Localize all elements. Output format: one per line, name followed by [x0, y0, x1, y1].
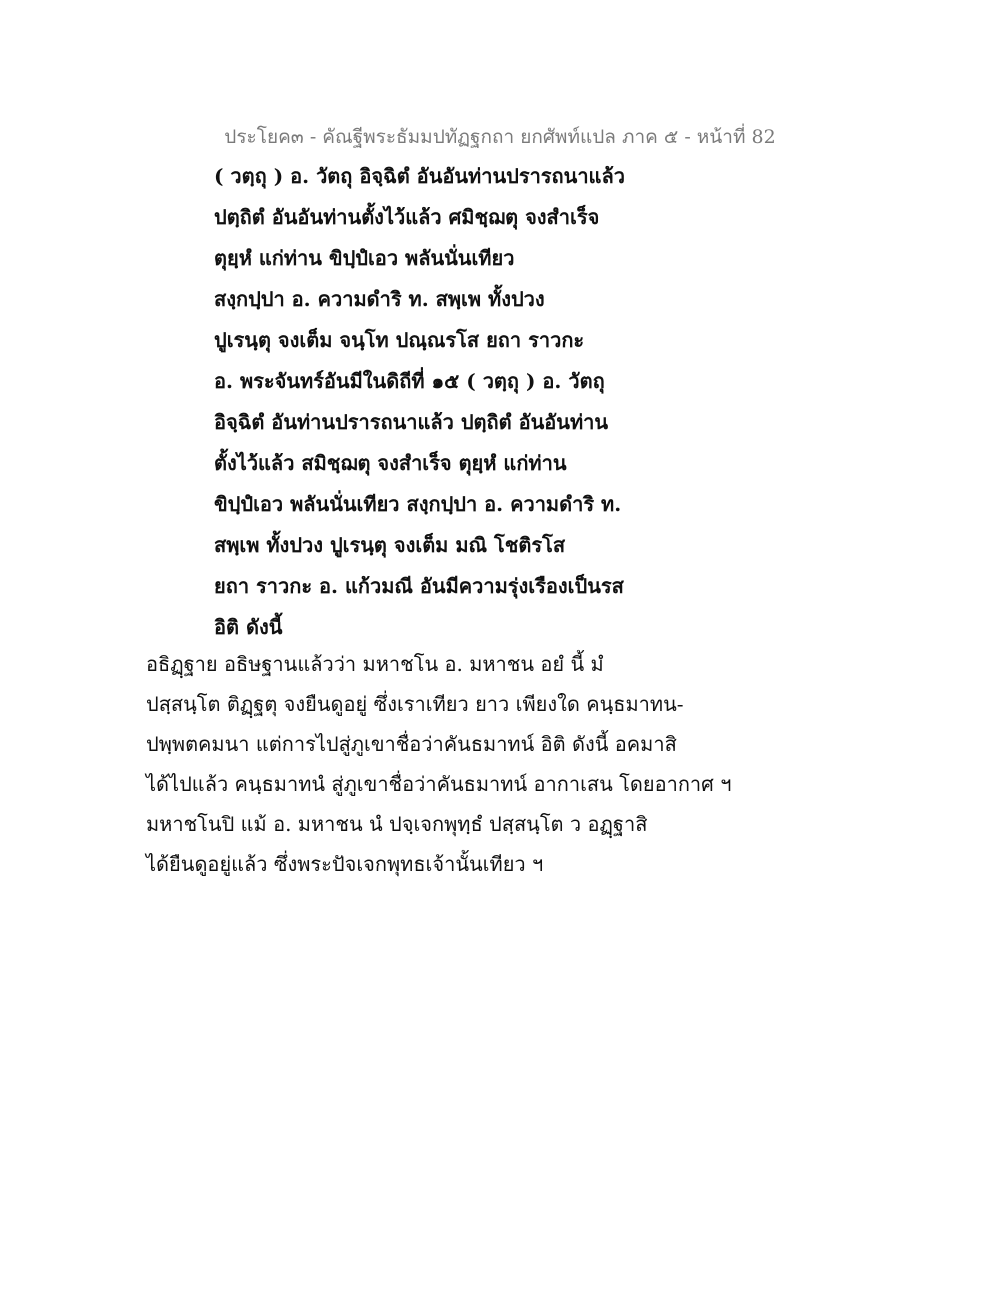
text-line: ปูเรนฺตุ จงเต็ม จนฺโท ปณฺณรโส ยถา ราวกะ	[214, 328, 585, 352]
text-line: อิจฺฉิตํ อันท่านปรารถนาแล้ว ปตฺถิตํ อันอันท่าน	[214, 410, 609, 434]
text-line: อ. พระจันทร์อันมีในดิถีที่ ๑๕ ( วตฺถุ ) อ. วัตถุ	[214, 369, 605, 393]
text-line: ปตฺถิตํ อันอันท่านตั้งไว้แล้ว ศมิชฺฌตุ จงสำเร็จ	[214, 205, 600, 229]
text-line: ได้ไปแล้ว คนฺธมาทนํ สู่ภูเขาชื่อว่าคันธมาทน์ อากาเสน โดยอากาศ ฯ	[146, 772, 732, 796]
text-line: สงฺกปฺปา อ. ความดำริ ท. สพฺเพ ทั้งปวง	[214, 287, 545, 311]
text-line: ยถา ราวกะ อ. แก้วมณี อันมีความรุ่งเรืองเป็นรส	[214, 574, 624, 598]
text-line: ตั้งไว้แล้ว สมิชฺฌตุ จงสำเร็จ ตุยฺหํ แก่ท่าน	[214, 451, 567, 475]
text-line: ( วตฺถุ ) อ. วัตถุ อิจฺฉิตํ อันอันท่านปรารถนาแล้ว	[214, 164, 625, 188]
text-line: ตุยฺหํ แก่ท่าน ขิปฺปํเอว พลันนั่นเทียว	[214, 246, 515, 270]
text-line: ได้ยืนดูอยู่แล้ว ซึ่งพระปัจเจกพุทธเจ้านั้นเทียว ฯ	[146, 852, 544, 876]
text-line: มหาชโนปิ แม้ อ. มหาชน นํ ปจฺเจกพุทฺธํ ปสฺสนฺโต ว อฏฺฐาสิ	[146, 812, 648, 836]
page-header: ประโยค๓ - คัณฐีพระธัมมปทัฏฐกถา ยกศัพท์แปล ภาค ๕ - หน้าที่ 82	[224, 126, 776, 148]
text-line: อิติ ดังนี้	[214, 615, 283, 639]
text-line: ปพฺพตคมนา แต่การไปสู่ภูเขาชื่อว่าคันธมาทน์ อิติ ดังนี้ อคมาสิ	[146, 732, 677, 756]
text-line: ขิปฺปํเอว พลันนั่นเทียว สงฺกปฺปา อ. ความดำริ ท.	[214, 492, 622, 516]
text-line: สพฺเพ ทั้งปวง ปูเรนฺตุ จงเต็ม มณิ โชติรโส	[214, 533, 566, 557]
text-line: อธิฏฺฐาย อธิษฐานแล้วว่า มหาชโน อ. มหาชน อยํ นี้ มํ	[146, 652, 604, 676]
indented-translation-block	[214, 156, 774, 648]
text-line: ปสฺสนฺโต ติฏฺฐตุ จงยืนดูอยู่ ซึ่งเราเทียว ยาว เพียงใด คนฺธมาทน-	[146, 692, 684, 716]
body-paragraph	[146, 644, 846, 884]
